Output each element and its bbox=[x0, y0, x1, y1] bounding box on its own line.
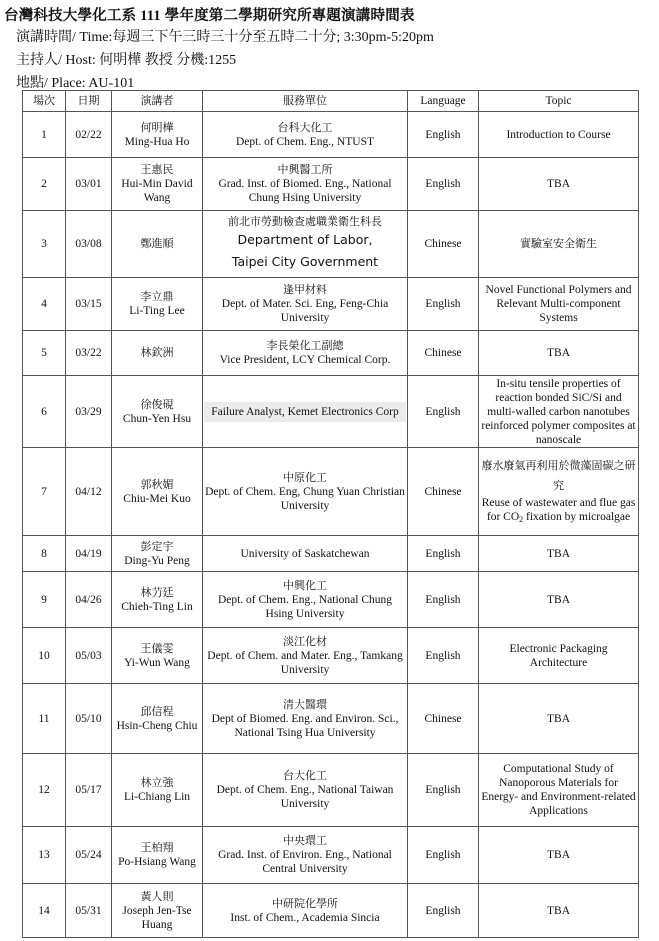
affiliation-en: Grad. Inst. of Environ. Eng., National Central University bbox=[218, 849, 392, 875]
speaker bbox=[112, 278, 203, 331]
affiliation bbox=[203, 827, 408, 884]
speaker-name-en: Ming-Hua Ho bbox=[124, 135, 190, 148]
date: 03/15 bbox=[66, 278, 112, 331]
table-row bbox=[23, 827, 639, 884]
affiliation-en: Grad. Inst. of Biomed. Eng., National Chung Hsing University bbox=[218, 178, 392, 204]
affiliation bbox=[203, 572, 408, 628]
topic: 實驗室安全衛生 bbox=[479, 211, 639, 278]
topic-en: Reuse of wastewater and flue gas for $CO_2$ fixation by microalgae bbox=[481, 497, 636, 524]
affiliation-en: Dept. of Chem. Eng, Chung Yuan Christian University bbox=[205, 485, 405, 512]
header-speaker: 演講者 bbox=[112, 91, 203, 112]
speaker bbox=[112, 684, 203, 754]
speaker bbox=[112, 211, 203, 278]
date: 04/19 bbox=[66, 536, 112, 572]
affiliation bbox=[203, 211, 408, 278]
host-info: 主持人/ Host: 何明樺 教授 分機:1255 bbox=[16, 53, 237, 68]
topic: Electronic Packaging Architecture bbox=[479, 628, 639, 684]
affiliation-zh: 台大化工 bbox=[283, 769, 327, 782]
date: 05/03 bbox=[66, 628, 112, 684]
table-row bbox=[23, 331, 639, 376]
affiliation bbox=[203, 112, 408, 158]
speaker bbox=[112, 827, 203, 884]
table-row bbox=[23, 158, 639, 211]
header-date: 日期 bbox=[66, 91, 112, 112]
affiliation-en: Dept. of Chem. Eng., National Taiwan University bbox=[216, 784, 394, 810]
affiliation bbox=[203, 684, 408, 754]
affiliation-en: Inst. of Chem., Academia Sincia bbox=[230, 911, 380, 924]
speaker bbox=[112, 536, 203, 572]
topic: TBA bbox=[479, 827, 639, 884]
affiliation bbox=[203, 158, 408, 211]
topic: TBA bbox=[479, 684, 639, 754]
topic: Novel Functional Polymers and Relevant Multi-component Systems bbox=[479, 278, 639, 331]
affiliation bbox=[203, 884, 408, 938]
language: English bbox=[408, 572, 479, 628]
table-row bbox=[23, 278, 639, 331]
session-no: 2 bbox=[23, 158, 66, 211]
table-row bbox=[23, 884, 639, 938]
speaker bbox=[112, 376, 203, 448]
affiliation-zh: 中興化工 bbox=[283, 578, 327, 592]
date: 02/22 bbox=[66, 112, 112, 158]
table-row bbox=[23, 536, 639, 572]
table-header-row bbox=[23, 91, 639, 112]
affiliation bbox=[203, 376, 408, 448]
speaker bbox=[112, 158, 203, 211]
table-row bbox=[23, 572, 639, 628]
affiliation-zh: 前北市勞動檢查處職業衛生科長 bbox=[228, 215, 382, 228]
speaker-name-zh: 王柏翔 bbox=[140, 841, 174, 854]
speaker-name-en: Chiu-Mei Kuo bbox=[123, 492, 191, 505]
speaker-name-zh: 郭秋媚 bbox=[140, 477, 174, 491]
session-no: 3 bbox=[23, 211, 66, 278]
affiliation-zh: 中央環工 bbox=[283, 834, 327, 847]
speaker bbox=[112, 884, 203, 938]
language: English bbox=[408, 112, 479, 158]
topic: Introduction to Course bbox=[479, 112, 639, 158]
affiliation-en: Vice President, LCY Chemical Corp. bbox=[219, 354, 391, 366]
speaker-name-en: Yi-Wun Wang bbox=[124, 656, 190, 669]
language: English bbox=[408, 158, 479, 211]
topic: TBA bbox=[479, 536, 639, 572]
affiliation-zh: 台科大化工 bbox=[277, 120, 333, 134]
session-no: 12 bbox=[23, 754, 66, 827]
speaker-name-en: Li-Ting Lee bbox=[129, 305, 185, 317]
affiliation-line-2: Department of Labor, bbox=[237, 232, 373, 247]
date: 04/26 bbox=[66, 572, 112, 628]
date: 03/29 bbox=[66, 376, 112, 448]
language: English bbox=[408, 827, 479, 884]
session-no: 1 bbox=[23, 112, 66, 158]
speaker-name-en: Li-Chiang Lin bbox=[123, 791, 191, 803]
language: English bbox=[408, 628, 479, 684]
language: Chinese bbox=[408, 211, 479, 278]
affiliation-zh: 中興醫工所 bbox=[277, 163, 333, 176]
session-no: 11 bbox=[23, 684, 66, 754]
speaker-name-zh: 彭定宇 bbox=[140, 539, 174, 553]
speaker-name-zh: 王儀雯 bbox=[140, 641, 174, 655]
session-no: 9 bbox=[23, 572, 66, 628]
speaker-name-en: Po-Hsiang Wang bbox=[118, 856, 196, 868]
session-no: 5 bbox=[23, 331, 66, 376]
session-no: 7 bbox=[23, 448, 66, 536]
affiliation-en: University of Saskatchewan bbox=[240, 547, 370, 560]
table-row bbox=[23, 211, 639, 278]
session-no: 4 bbox=[23, 278, 66, 331]
language: English bbox=[408, 884, 479, 938]
speaker-name-en: Joseph Jen-Tse Huang bbox=[122, 904, 192, 931]
language: Chinese bbox=[408, 684, 479, 754]
header-affiliation: 服務單位 bbox=[203, 91, 408, 112]
affiliation-zh: 李長榮化工副總 bbox=[266, 339, 344, 352]
date: 05/10 bbox=[66, 684, 112, 754]
header-session: 場次 bbox=[23, 91, 66, 112]
speaker bbox=[112, 448, 203, 536]
speaker bbox=[112, 754, 203, 827]
date: 05/31 bbox=[66, 884, 112, 938]
affiliation bbox=[203, 331, 408, 376]
session-no: 10 bbox=[23, 628, 66, 684]
session-no: 13 bbox=[23, 827, 66, 884]
speaker-name-zh: 徐俊硯 bbox=[140, 397, 174, 411]
speaker-name-zh: 何明樺 bbox=[140, 120, 174, 134]
table-row bbox=[23, 754, 639, 827]
speaker bbox=[112, 331, 203, 376]
speaker-name-en: Hsin-Cheng Chiu bbox=[116, 719, 198, 732]
language: English bbox=[408, 536, 479, 572]
affiliation-zh: 清大醫環 bbox=[283, 697, 327, 711]
affiliation bbox=[203, 628, 408, 684]
date: 03/01 bbox=[66, 158, 112, 211]
affiliation-en: Dept. of Chem. Eng., NTUST bbox=[236, 135, 374, 148]
speaker-name-zh: 邱信程 bbox=[140, 704, 174, 718]
language: English bbox=[408, 754, 479, 827]
topic: TBA bbox=[479, 331, 639, 376]
date: 05/17 bbox=[66, 754, 112, 827]
affiliation-en: Dept. of Mater. Sci. Eng, Feng-Chia University bbox=[221, 298, 389, 324]
speaker-name-zh: 王惠民 bbox=[140, 163, 174, 176]
affiliation-en: Failure Analyst, Kemet Electronics Corp bbox=[204, 402, 406, 422]
lecture-time: 演講時間/ Time:每週三下午三時三十分至五時二十分; 3:30pm-5:20pm bbox=[16, 30, 434, 45]
table-row bbox=[23, 628, 639, 684]
session-no: 8 bbox=[23, 536, 66, 572]
topic bbox=[479, 448, 639, 536]
speaker bbox=[112, 628, 203, 684]
speaker-name-zh: 李立鼎 bbox=[140, 290, 174, 303]
session-no: 6 bbox=[23, 376, 66, 448]
affiliation bbox=[203, 754, 408, 827]
speaker bbox=[112, 572, 203, 628]
topic-zh: 廢水廢氣再利用於微藻固碳之研究 bbox=[481, 459, 636, 492]
affiliation bbox=[203, 448, 408, 536]
language: Chinese bbox=[408, 448, 479, 536]
affiliation-en: Dept. of Chem. Eng., National Chung Hsing University bbox=[217, 593, 393, 620]
affiliation bbox=[203, 536, 408, 572]
date: 03/08 bbox=[66, 211, 112, 278]
language: Chinese bbox=[408, 331, 479, 376]
topic: TBA bbox=[479, 884, 639, 938]
language: English bbox=[408, 278, 479, 331]
header-language: Language bbox=[408, 91, 479, 112]
table-row bbox=[23, 376, 639, 448]
place-info: 地點/ Place: AU-101 bbox=[16, 76, 135, 91]
date: 05/24 bbox=[66, 827, 112, 884]
date: 03/22 bbox=[66, 331, 112, 376]
speaker-name-en: Chun-Yen Hsu bbox=[122, 412, 192, 425]
affiliation-zh: 淡江化材 bbox=[283, 634, 327, 648]
affiliation-zh: 中研院化學所 bbox=[272, 896, 338, 910]
speaker-name-zh: 林立強 bbox=[140, 776, 174, 789]
affiliation-en: Dept. of Chem. and Mater. Eng., Tamkang University bbox=[207, 649, 403, 676]
language: English bbox=[408, 376, 479, 448]
session-no: 14 bbox=[23, 884, 66, 938]
topic: TBA bbox=[479, 158, 639, 211]
header-topic: Topic bbox=[479, 91, 639, 112]
topic: TBA bbox=[479, 572, 639, 628]
table-row bbox=[23, 112, 639, 158]
speaker-name-en: Chieh-Ting Lin bbox=[121, 600, 193, 613]
affiliation-zh: 逢甲材料 bbox=[283, 283, 327, 296]
affiliation-zh: 中原化工 bbox=[283, 470, 327, 484]
speaker-name-zh: 鄭進順 bbox=[140, 237, 174, 250]
topic: Computational Study of Nanoporous Materials for Energy- and Environment-related Applications bbox=[479, 754, 639, 827]
schedule-table bbox=[22, 90, 639, 938]
date: 04/12 bbox=[66, 448, 112, 536]
table-row bbox=[23, 684, 639, 754]
affiliation-line-3: Taipei City Government bbox=[231, 254, 379, 269]
table-row bbox=[23, 448, 639, 536]
speaker-name-zh: 林欽洲 bbox=[140, 346, 174, 359]
speaker-name-en: Hui-Min David Wang bbox=[121, 178, 193, 204]
speaker-name-zh: 林芀廷 bbox=[140, 585, 174, 599]
speaker-name-zh: 黃人則 bbox=[140, 889, 174, 903]
page-title: 台灣科技大學化工系 111 學年度第二學期研究所專題演講時間表 bbox=[4, 8, 415, 24]
speaker-name-en: Ding-Yu Peng bbox=[124, 554, 190, 567]
affiliation bbox=[203, 278, 408, 331]
topic: In-situ tensile properties of reaction bonded SiC/Si and multi-walled carbon nanotubes reinforced polymer composites at nanoscale bbox=[479, 376, 639, 448]
speaker bbox=[112, 112, 203, 158]
subscript: 2 bbox=[519, 515, 524, 524]
affiliation-en: Dept of Biomed. Eng. and Environ. Sci., National Tsing Hua University bbox=[211, 712, 399, 739]
